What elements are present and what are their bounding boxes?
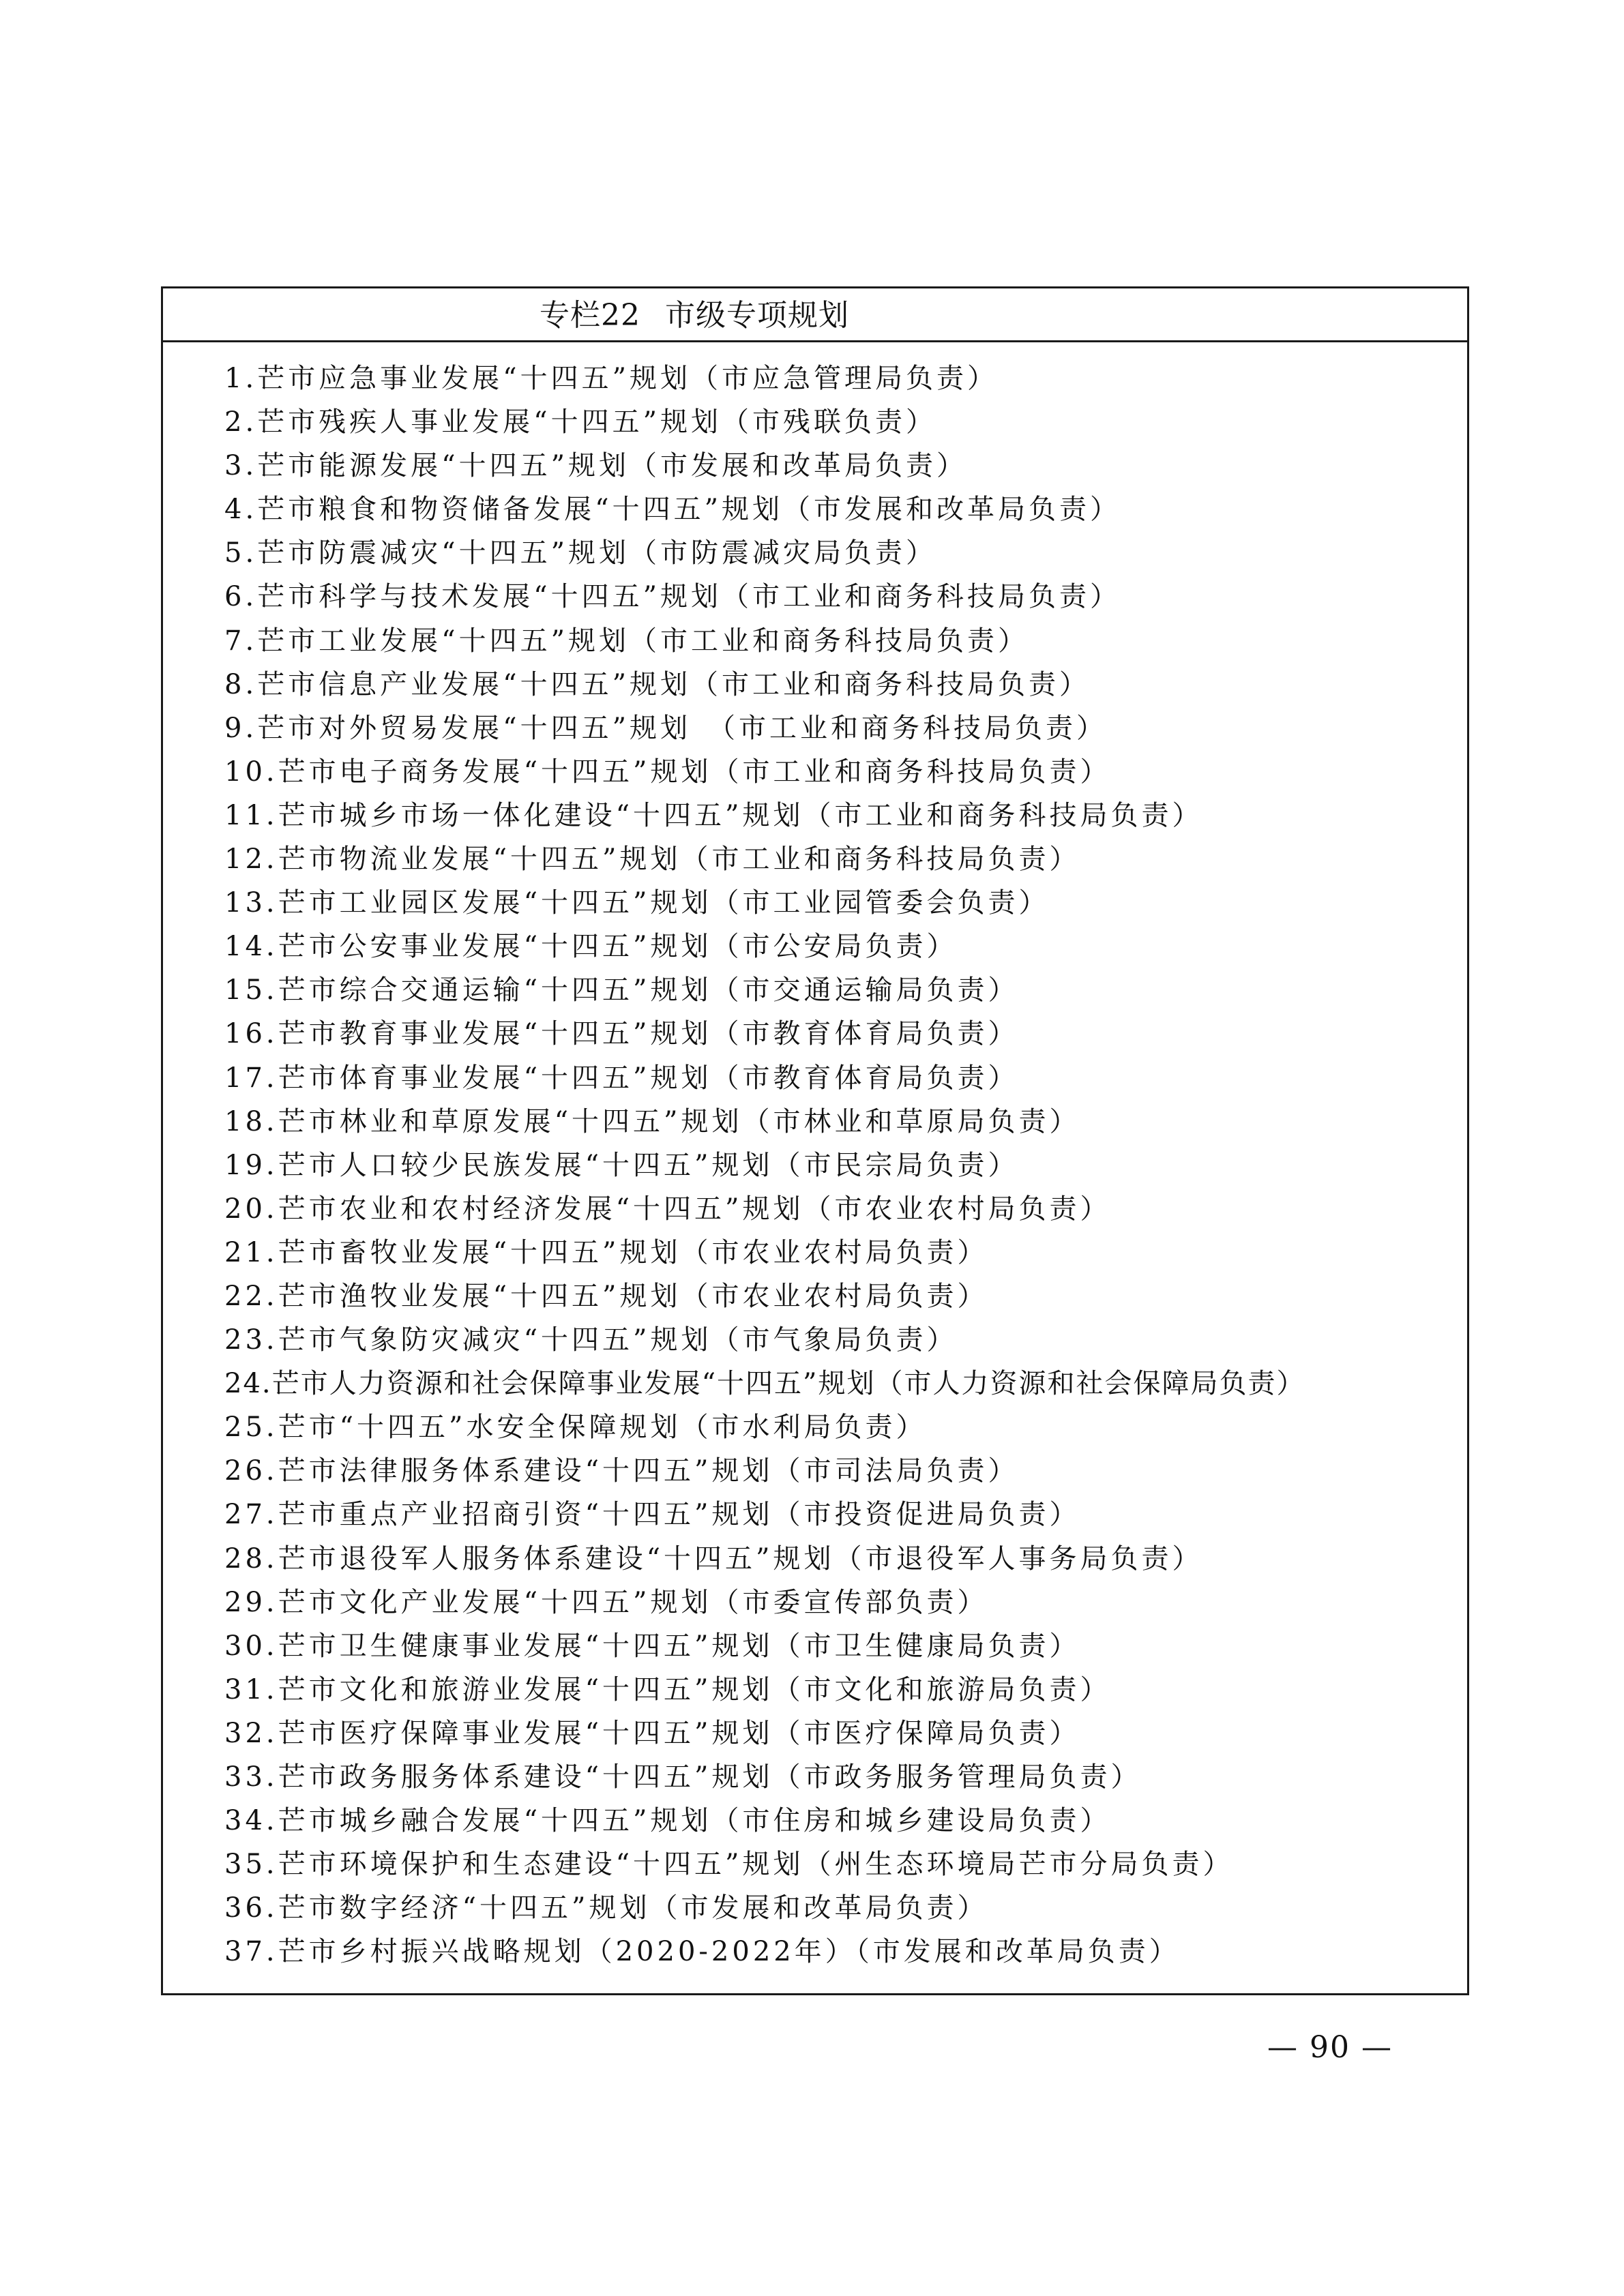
list-item: 15.芒市综合交通运输“十四五”规划（市交通运输局负责） bbox=[224, 974, 1019, 1007]
list-item: 26.芒市法律服务体系建设“十四五”规划（市司法局负责） bbox=[224, 1455, 1019, 1487]
list-item: 6.芒市科学与技术发展“十四五”规划（市工业和商务科技局负责） bbox=[224, 581, 1121, 613]
list-item: 17.芒市体育事业发展“十四五”规划（市教育体育局负责） bbox=[224, 1062, 1019, 1094]
list-item: 21.芒市畜牧业发展“十四五”规划（市农业农村局负责） bbox=[224, 1236, 988, 1268]
list-item: 19.芒市人口较少民族发展“十四五”规划（市民宗局负责） bbox=[224, 1149, 1019, 1181]
list-item: 22.芒市渔牧业发展“十四五”规划（市农业农村局负责） bbox=[224, 1280, 988, 1312]
list-item: 9.芒市对外贸易发展“十四五”规划 （市工业和商务科技局负责） bbox=[224, 712, 1108, 744]
list-item: 5.芒市防震减灾“十四五”规划（市防震减灾局负责） bbox=[224, 537, 937, 569]
list-item: 24.芒市人力资源和社会保障事业发展“十四五”规划（市人力资源和社会保障局负责） bbox=[224, 1368, 1305, 1400]
list-item: 7.芒市工业发展“十四五”规划（市工业和商务科技局负责） bbox=[224, 625, 1029, 657]
list-item: 2.芒市残疾人事业发展“十四五”规划（市残联负责） bbox=[224, 406, 937, 438]
box-title-label: 专栏 bbox=[540, 298, 601, 333]
list-item: 25.芒市“十四五”水安全保障规划（市水利局负责） bbox=[224, 1412, 927, 1444]
list-item: 35.芒市环境保护和生态建设“十四五”规划（州生态环境局芒市分局负责） bbox=[224, 1849, 1234, 1881]
list-item: 11.芒市城乡市场一体化建设“十四五”规划（市工业和商务科技局负责） bbox=[224, 799, 1203, 831]
list-item: 4.芒市粮食和物资储备发展“十四五”规划（市发展和改革局负责） bbox=[224, 494, 1121, 526]
list-item: 13.芒市工业园区发展“十四五”规划（市工业园管委会负责） bbox=[224, 887, 1050, 919]
list-item: 28.芒市退役军人服务体系建设“十四五”规划（市退役军人事务局负责） bbox=[224, 1542, 1203, 1575]
list-item: 27.芒市重点产业招商引资“十四五”规划（市投资促进局负责） bbox=[224, 1499, 1080, 1531]
list-item: 16.芒市教育事业发展“十四五”规划（市教育体育局负责） bbox=[224, 1018, 1019, 1050]
list-item: 29.芒市文化产业发展“十四五”规划（市委宣传部负责） bbox=[224, 1586, 988, 1618]
box-title bbox=[540, 298, 849, 333]
box-title-number: 22 bbox=[601, 298, 640, 333]
list-item: 12.芒市物流业发展“十四五”规划（市工业和商务科技局负责） bbox=[224, 844, 1080, 876]
list-item: 30.芒市卫生健康事业发展“十四五”规划（市卫生健康局负责） bbox=[224, 1630, 1080, 1662]
list-item: 31.芒市文化和旅游业发展“十四五”规划（市文化和旅游局负责） bbox=[224, 1673, 1111, 1705]
list-item: 18.芒市林业和草原发展“十四五”规划（市林业和草原局负责） bbox=[224, 1105, 1080, 1137]
page-number: — 90 — bbox=[1267, 2030, 1393, 2065]
list-item: 36.芒市数字经济“十四五”规划（市发展和改革局负责） bbox=[224, 1892, 988, 1924]
box-header bbox=[163, 288, 1467, 342]
list-item: 10.芒市电子商务发展“十四五”规划（市工业和商务科技局负责） bbox=[224, 756, 1111, 788]
list-item: 14.芒市公安事业发展“十四五”规划（市公安局负责） bbox=[224, 931, 958, 963]
box-title-text: 市级专项规划 bbox=[665, 298, 849, 333]
list-item: 1.芒市应急事业发展“十四五”规划（市应急管理局负责） bbox=[224, 363, 999, 394]
list-item: 20.芒市农业和农村经济发展“十四五”规划（市农业农村局负责） bbox=[224, 1193, 1111, 1225]
list-item: 34.芒市城乡融合发展“十四五”规划（市住房和城乡建设局负责） bbox=[224, 1805, 1111, 1837]
list-item: 3.芒市能源发展“十四五”规划（市发展和改革局负责） bbox=[224, 450, 968, 482]
list-item: 37.芒市乡村振兴战略规划（2020-2022年）（市发展和改革局负责） bbox=[224, 1936, 1180, 1968]
list-item: 32.芒市医疗保障事业发展“十四五”规划（市医疗保障局负责） bbox=[224, 1717, 1080, 1749]
list-item: 8.芒市信息产业发展“十四五”规划（市工业和商务科技局负责） bbox=[224, 668, 1091, 700]
plan-list bbox=[224, 357, 1305, 1973]
special-column-box bbox=[161, 286, 1469, 1995]
list-item: 33.芒市政务服务体系建设“十四五”规划（市政务服务管理局负责） bbox=[224, 1761, 1142, 1793]
list-item: 23.芒市气象防灾减灾“十四五”规划（市气象局负责） bbox=[224, 1324, 958, 1356]
